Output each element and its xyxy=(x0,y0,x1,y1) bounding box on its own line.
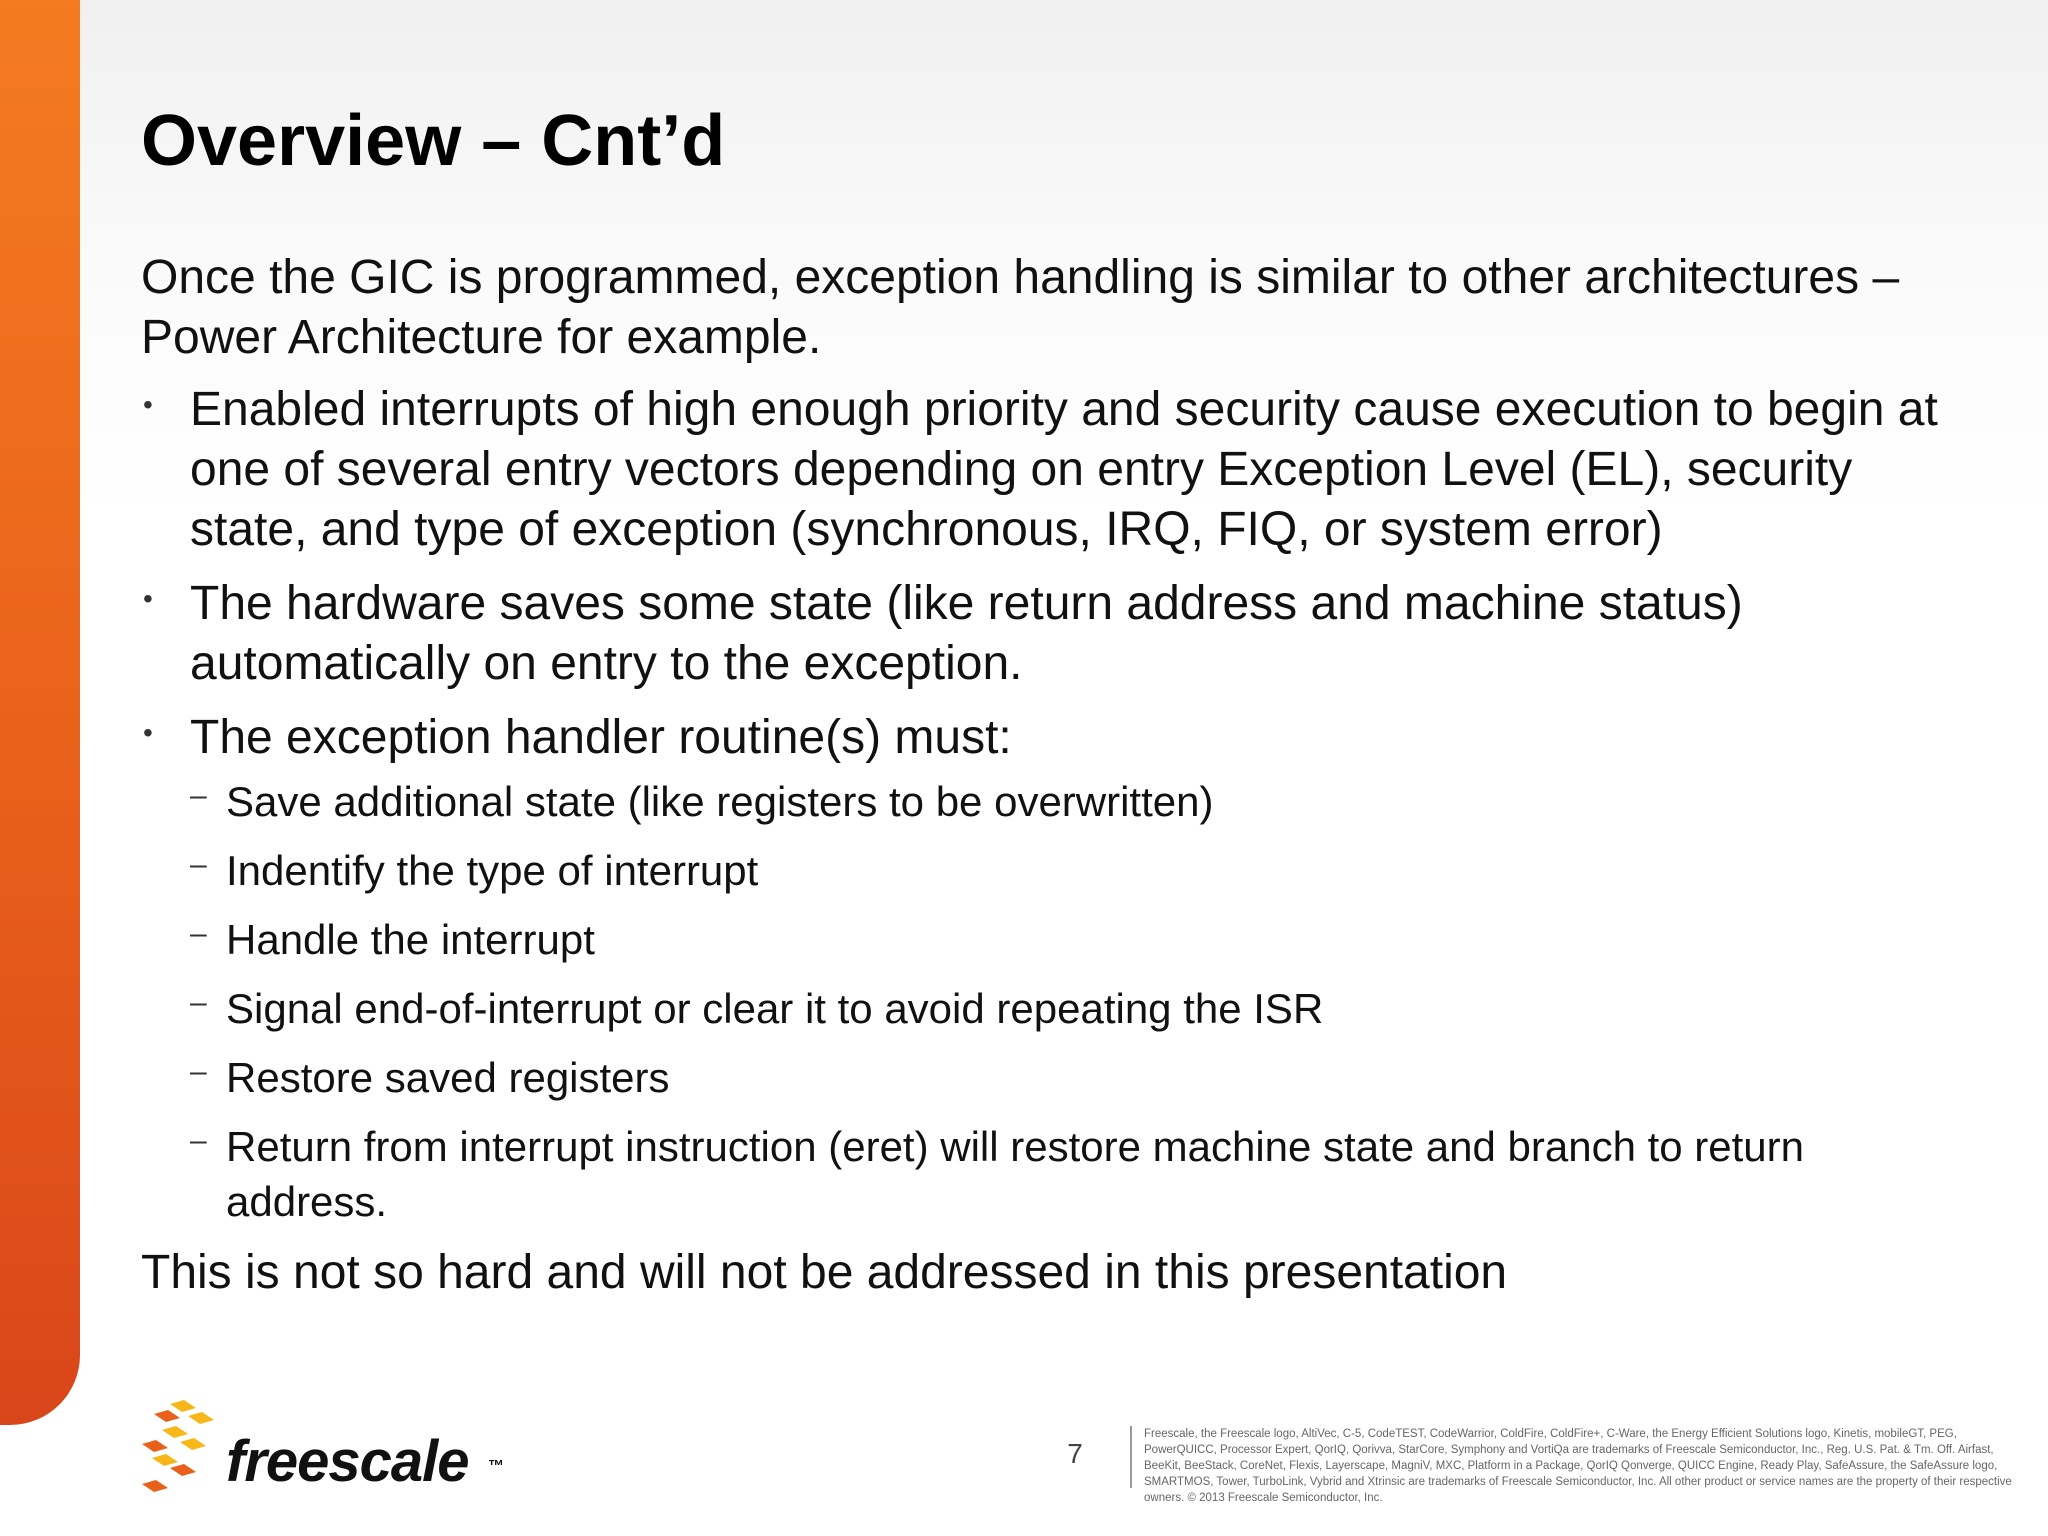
page-number: 7 xyxy=(1067,1438,1083,1469)
sub-bullet-text: Return from interrupt instruction (eret) will restore machine state and branch to return address. xyxy=(226,1123,1805,1225)
bullet-dot-icon: • xyxy=(143,389,153,420)
bullet-text: Enabled interrupts of high enough priority and security cause execution to begin at one of several entry vectors depending on entry Exception Level (EL), security state, and type of exception (synchronous, IRQ, FIQ, or system error) xyxy=(190,383,1938,556)
slide-body xyxy=(141,248,1971,1303)
sub-bullet-item xyxy=(190,912,1971,967)
dash-icon: – xyxy=(190,848,207,881)
logo-wordmark: freescale xyxy=(226,1429,469,1494)
dash-icon: – xyxy=(190,1124,207,1157)
bullet-text: The exception handler routine(s) must: xyxy=(190,711,1012,764)
sub-bullet-item xyxy=(190,843,1971,898)
legal-notice: Freescale, the Freescale logo, AltiVec, C-5, CodeTEST, CodeWarrior, ColdFire, ColdFire+, C-Ware, the Energy Efficient Solutions logo, Kinetis, mobileGT, PEG, PowerQUICC, Processor Expert, QorIQ, Qorivva, StarCore, Symphony and VortiQa are trademarks of Freescale Semiconductor, Inc., Reg. U.S. Pat. & Tm. Off. Airfast, BeeKit, BeeStack, CoreNet, Flexis, Layerscape, MagniV, MXC, Platform in a Package, QorIQ Qonverge, QUICC Engine, Ready Play, SafeAssure, the SafeAssure logo, SMARTMOS, Tower, TurboLink, Vybrid and Xtrinsic are trademarks of Freescale Semiconductor, Inc. All other product or service names are the property of their respective owners. © 2013 Freescale Semiconductor, Inc. xyxy=(1144,1428,2012,1504)
freescale-logo xyxy=(140,1400,540,1500)
sub-bullet-text: Indentify the type of interrupt xyxy=(226,847,759,894)
bullet-dot-icon: • xyxy=(143,583,153,614)
bullet-list xyxy=(141,380,1971,1229)
sub-bullet-text: Save additional state (like registers to be overwritten) xyxy=(226,778,1214,825)
sub-bullet-text: Handle the interrupt xyxy=(226,916,595,963)
bullet-dot-icon: • xyxy=(143,717,153,748)
sub-bullet-item xyxy=(190,981,1971,1036)
dash-icon: – xyxy=(190,917,207,950)
intro-paragraph: Once the GIC is programmed, exception handling is similar to other architectures – Power Architecture for example. xyxy=(141,251,1900,364)
bullet-text: The hardware saves some state (like return address and machine status) automatically on entry to the exception. xyxy=(190,577,1743,690)
sub-bullet-item xyxy=(190,1119,1971,1229)
dash-icon: – xyxy=(190,1055,207,1088)
sub-bullet-item xyxy=(190,774,1971,829)
sub-bullet-text: Signal end-of-interrupt or clear it to avoid repeating the ISR xyxy=(226,985,1324,1032)
sub-bullet-text: Restore saved registers xyxy=(226,1054,670,1101)
bullet-item xyxy=(141,574,1971,694)
side-accent-bar xyxy=(0,0,80,1425)
dash-icon: – xyxy=(190,779,207,812)
freescale-chevrons-icon xyxy=(140,1400,230,1500)
bullet-item xyxy=(141,380,1971,560)
slide-title: Overview – Cnt’d xyxy=(141,101,726,181)
sub-bullet-list xyxy=(190,774,1971,1229)
dash-icon: – xyxy=(190,986,207,1019)
bullet-item xyxy=(141,708,1971,1229)
footer-divider xyxy=(1130,1426,1132,1488)
sub-bullet-item xyxy=(190,1050,1971,1105)
trademark-symbol: ™ xyxy=(488,1458,504,1475)
closing-statement: This is not so hard and will not be addressed in this presentation xyxy=(141,1246,1508,1299)
